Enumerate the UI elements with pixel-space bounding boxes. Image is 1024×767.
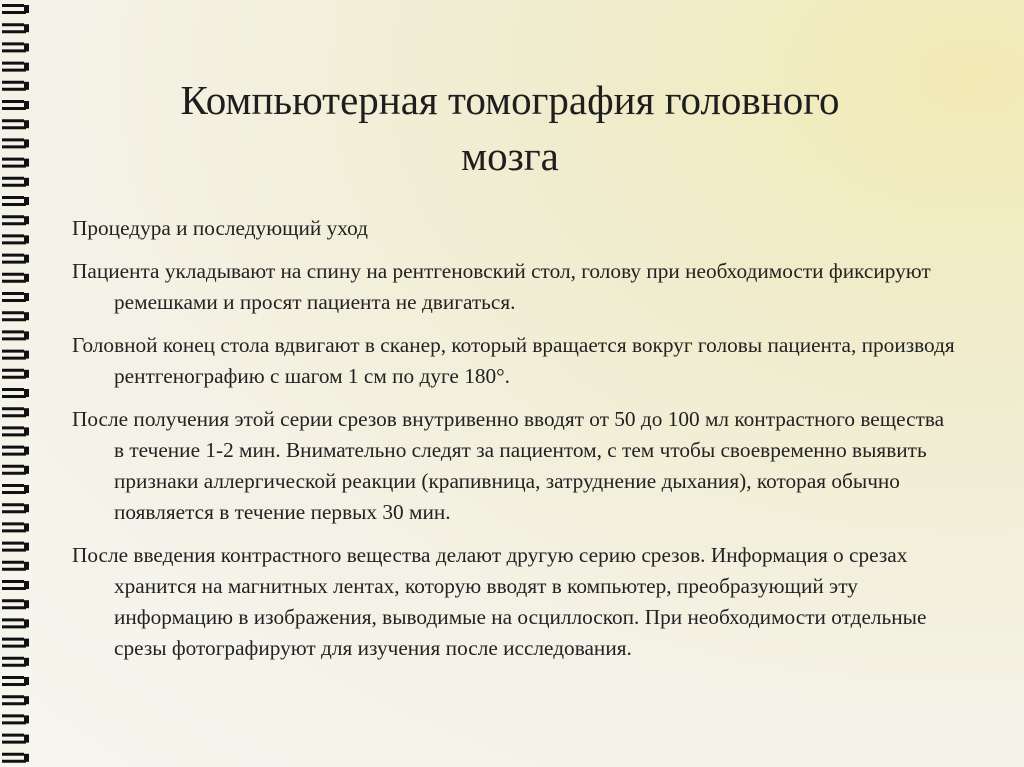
spiral-ring <box>2 196 29 206</box>
slide-title-line-2: мозга <box>461 133 559 179</box>
spiral-ring <box>2 695 29 705</box>
spiral-ring <box>2 215 29 225</box>
spiral-ring <box>2 734 29 744</box>
spiral-ring <box>2 426 29 436</box>
spiral-ring <box>2 234 29 244</box>
spiral-ring <box>2 330 29 340</box>
spiral-ring <box>2 599 29 609</box>
spiral-ring <box>2 42 29 52</box>
spiral-ring <box>2 580 29 590</box>
spiral-ring <box>2 388 29 398</box>
spiral-ring <box>2 753 29 763</box>
spiral-ring <box>2 4 29 14</box>
spiral-ring <box>2 292 29 302</box>
spiral-ring <box>2 62 29 72</box>
paragraph-second-series: После введения контрастного вещества делают другую серию срезов. Информация о срезах хранится на магнитных лентах, которую вводят в компьютер, преобразующий эту информацию в изображения, выводимые на осциллоскоп. При необходимости отдельные срезы фотографируют для изучения после исследования. <box>72 543 927 660</box>
spiral-ring <box>2 177 29 187</box>
spiral-ring <box>2 522 29 532</box>
slide-title-line-1: Компьютерная томография головного <box>180 77 840 123</box>
spiral-ring <box>2 369 29 379</box>
spiral-ring <box>2 676 29 686</box>
spiral-ring <box>2 446 29 456</box>
spiral-ring <box>2 81 29 91</box>
spiral-ring <box>2 138 29 148</box>
slide-title <box>60 72 960 184</box>
spiral-ring <box>2 657 29 667</box>
spiral-ring <box>2 618 29 628</box>
spiral-ring <box>2 311 29 321</box>
spiral-ring <box>2 100 29 110</box>
spiral-ring <box>2 465 29 475</box>
spiral-ring <box>2 119 29 129</box>
spiral-ring <box>2 484 29 494</box>
spiral-ring <box>2 503 29 513</box>
section-subheading: Процедура и последующий уход <box>72 216 368 240</box>
spiral-binding-icon <box>0 0 32 767</box>
paragraph-positioning: Пациента укладывают на спину на рентгеновский стол, голову при необходимости фиксируют ремешками и просят пациента не двигаться. <box>72 259 931 314</box>
spiral-ring <box>2 407 29 417</box>
spiral-ring <box>2 273 29 283</box>
spiral-ring <box>2 158 29 168</box>
spiral-ring <box>2 561 29 571</box>
spiral-ring <box>2 638 29 648</box>
spiral-ring <box>2 714 29 724</box>
spiral-ring <box>2 254 29 264</box>
paragraph-contrast: После получения этой серии срезов внутривенно вводят от 50 до 100 мл контрастного вещества в течение 1-2 мин. Внимательно следят за пациентом, с тем чтобы своевременно выявить признаки аллергической реакции (крапивница, затруднение дыхания), которая обычно появляется в течение первых 30 мин. <box>72 407 945 524</box>
spiral-ring <box>2 350 29 360</box>
spiral-ring <box>2 23 29 33</box>
slide-body <box>72 213 957 676</box>
spiral-ring <box>2 542 29 552</box>
paragraph-scanning: Головной конец стола вдвигают в сканер, который вращается вокруг головы пациента, производя рентгенографию с шагом 1 см по дуге 180°. <box>72 333 955 388</box>
